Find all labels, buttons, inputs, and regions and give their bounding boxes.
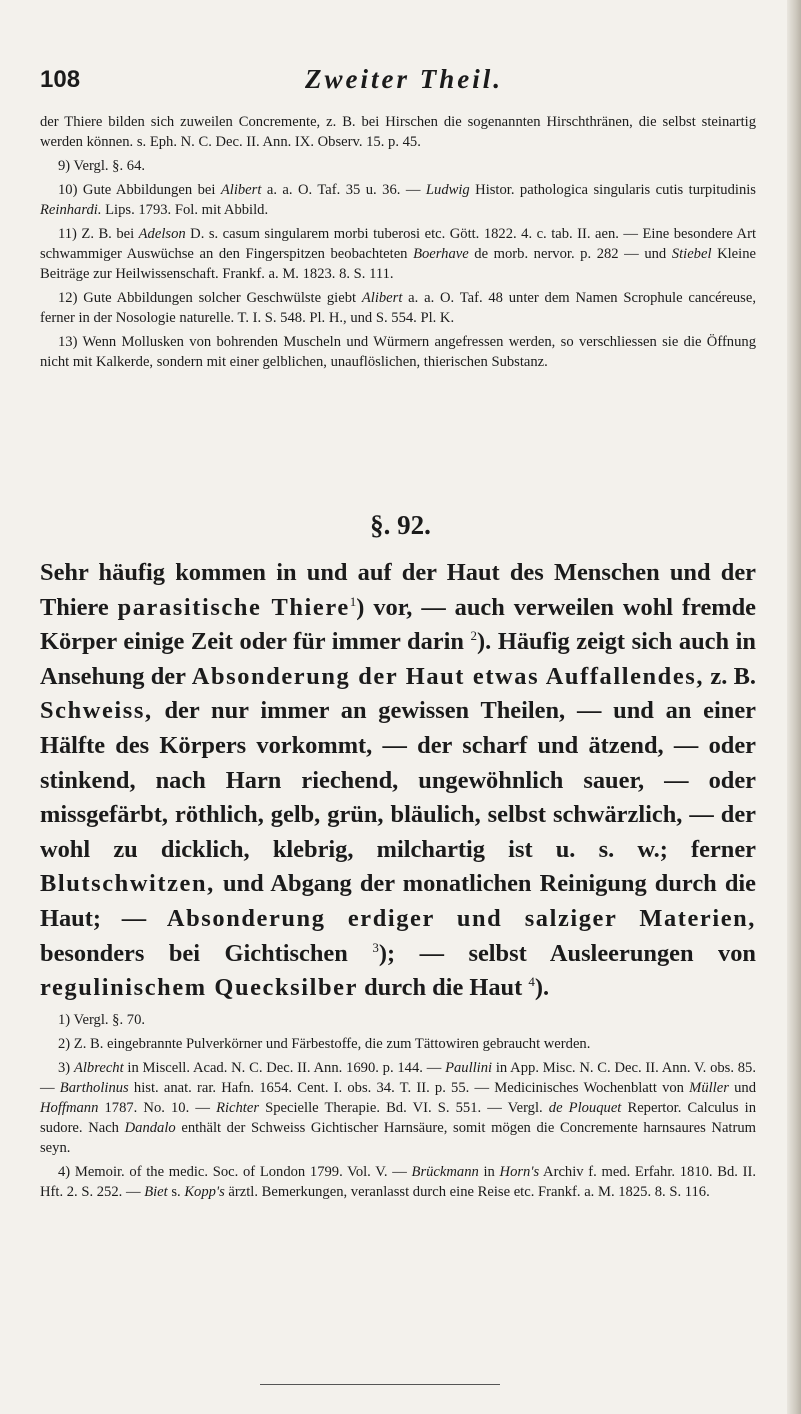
footnote-9: 9) Vergl. §. 64.	[58, 158, 146, 174]
footnote-continued: der Thiere bilden sich zuweilen Concremente, z. B. bei Hirschen die sogenannten Hirschthränen, die selbst steinartig werden können. s. Eph. N. C. Dec. II. Ann. IX. Observ. 15. p. 45.	[40, 114, 756, 150]
footnote-11: 11) Z. B. bei Adelson D. s. casum singularem morbi tuberosi etc. Gött. 1822. 4. c. tab. II. aen. — Eine besondere Art schwammiger Auswüchse an den Fingerspitzen beobachteten Boerhave de morb. nervor. p. 282 — und Stiebel Kleine Beiträge zur Heilwissenschaft. Frankf. a. M. 1823. 8. S. 111.	[40, 226, 756, 282]
upper-footnotes	[40, 112, 756, 376]
footnote-13: 13) Wenn Mollusken von bohrenden Muscheln und Würmern angefressen werden, so verschliessen sie die Öffnung nicht mit Kalkerde, sondern mit einer gelblichen, unauflöslichen, thierischen Substanz.	[40, 334, 756, 370]
section-heading: §. 92.	[370, 510, 431, 540]
footnote-10: 10) Gute Abbildungen bei Alibert a. a. O. Taf. 35 u. 36. — Ludwig Histor. pathologica singularis cutis turpitudinis Reinhardi. Lips. 1793. Fol. mit Abbild.	[40, 182, 756, 218]
lower-footnotes	[40, 1010, 756, 1206]
footnote-12: 12) Gute Abbildungen solcher Geschwülste giebt Alibert a. a. O. Taf. 48 unter dem Namen Scrophule cancéreuse, ferner in der Nosologie naturelle. T. I. S. 548. Pl. H., und S. 554. Pl. K.	[40, 290, 756, 326]
page-header	[40, 64, 756, 98]
footnote-2: 2) Z. B. eingebrannte Pulverkörner und Färbestoffe, die zum Tättowiren gebraucht werden.	[58, 1036, 591, 1052]
footnote-4: 4) Memoir. of the medic. Soc. of London 1799. Vol. V. — Brückmann in Horn's Archiv f. med. Erfahr. 1810. Bd. II. Hft. 2. S. 252. — Biet s. Kopp's ärztl. Bemerkungen, veranlasst durch eine Reise etc. Frankf. a. M. 1825. 8. S. 116.	[40, 1164, 756, 1200]
main-paragraph: Sehr häufig kommen in und auf der Haut des Menschen und der Thiere parasitische Thiere$^1$) vor, — auch verweilen wohl fremde Körper einige Zeit oder für immer darin $^2$). Häufig zeigt sich auch in Ansehung der Absonderung der Haut etwas Auffallendes, z. B. Schweiss, der nur immer an gewissen Theilen, — und an einer Hälfte des Körpers vorkommt, — der scharf und ätzend, — oder stinkend, nach Harn riechend, ungewöhnlich sauer, — oder missgefärbt, röthlich, gelb, grün, bläulich, selbst schwärzlich, — der wohl zu dicklich, klebrig, milchartig ist u. s. w.; ferner Blutschwitzen, und Abgang der monatlichen Reinigung durch die Haut; — Absonderung erdiger und salziger Materien, besonders bei Gichtischen $^3$); — selbst Ausleerungen von regulinischem Quecksilber durch die Haut $^4$).	[40, 559, 756, 1002]
running-title: Zweiter Theil.	[305, 64, 503, 94]
bottom-rule	[260, 1384, 500, 1385]
page-number: 108	[40, 66, 81, 93]
footnote-3: 3) Albrecht in Miscell. Acad. N. C. Dec. II. Ann. 1690. p. 144. — Paullini in App. Misc. N. C. Dec. II. Ann. V. obs. 85. — Bartholinus hist. anat. rar. Hafn. 1654. Cent. I. obs. 34. T. II. p. 55. — Medicinisches Wochenblatt von Müller und Hoffmann 1787. No. 10. — Richter Specielle Therapie. Bd. VI. S. 551. — Vergl. de Plouquet Repertor. Calculus in sudore. Nach Dandalo enthält der Schweiss Gichtischer Harnsäure, somit mögen die Concremente harnsaures Natrum seyn.	[40, 1060, 756, 1156]
page-edge-shadow	[787, 0, 801, 1414]
footnote-1: 1) Vergl. §. 70.	[58, 1012, 146, 1028]
